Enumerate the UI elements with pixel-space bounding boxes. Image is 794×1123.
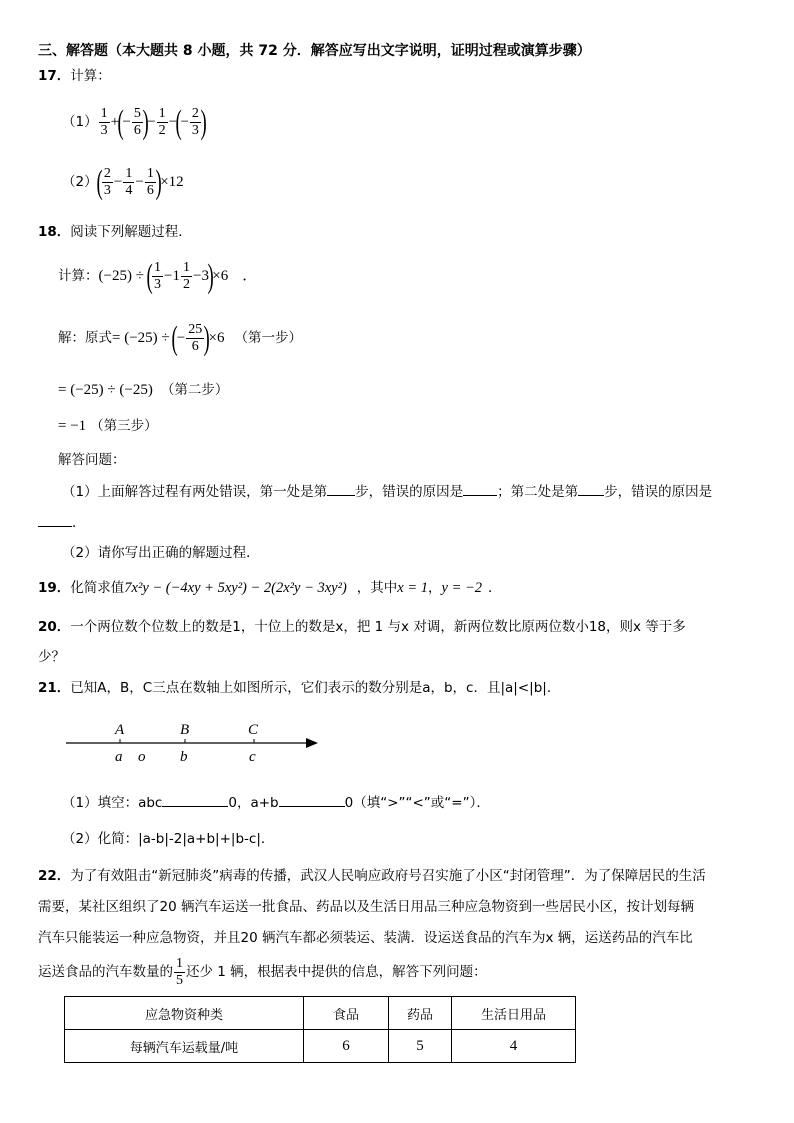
table-header-cell: 药品 bbox=[389, 997, 452, 1030]
answer-blank[interactable] bbox=[463, 481, 497, 496]
fraction: $\frac{2}{3}$ bbox=[191, 106, 199, 139]
answer-blank[interactable] bbox=[38, 512, 72, 527]
fraction: $\frac{5}{6}$ bbox=[133, 106, 141, 139]
answer-blank[interactable] bbox=[327, 481, 355, 496]
label-a: a bbox=[115, 749, 123, 765]
fraction: $\frac{1}{6}$ bbox=[146, 166, 154, 199]
label-C: C bbox=[248, 722, 259, 738]
q22-line1: 22．为了有效阻击“新冠肺炎”病毒的传播，武汉人民响应政府号召实施了小区“封闭管理”．为了保障居民的生活 bbox=[38, 868, 706, 884]
table-cell: 每辆汽车运载量/吨 bbox=[65, 1030, 304, 1063]
fraction: $\frac{1}{5}$ bbox=[176, 955, 183, 988]
q18-calc: 计算：(−25) ÷ ( $\frac{1}{3}$ −1 $\frac{1}{2}$ −3)×6 ． bbox=[58, 257, 258, 295]
number-line bbox=[60, 715, 330, 770]
fraction: $\frac{1}{2}$ bbox=[182, 260, 190, 293]
q21-stem: 21．已知A，B，C三点在数轴上如图所示，它们表示的数分别是a，b，c．且|a|<|b|． bbox=[38, 680, 561, 696]
fraction: $\frac{1}{3}$ bbox=[100, 106, 108, 139]
label-c: c bbox=[249, 749, 256, 765]
label-B: B bbox=[180, 722, 190, 738]
q17-part1-label: （1） bbox=[62, 114, 98, 130]
table-header-cell: 应急物资种类 bbox=[65, 997, 304, 1030]
q17-part2-label: （2） bbox=[62, 174, 98, 190]
q22-line4: 运送食品的汽车数量的 $\frac{1}{5}$ 还少 1 辆，根据表中提供的信息，解答下列问题： bbox=[38, 955, 487, 988]
q19: 19．化简求值7x²y − (−4xy + 5xy²) − 2(2x²y − 3xy²) ，其中x = 1，y = −2 ． bbox=[38, 580, 502, 596]
answer-blank[interactable] bbox=[279, 792, 345, 807]
q21-sub1: （1）填空：abc 0，a+b 0（填“>”“<”或“=”）． bbox=[62, 792, 490, 813]
table-header-row bbox=[65, 997, 576, 1030]
q20-line2: 少？ bbox=[38, 649, 65, 665]
q21-sub2: （2）化简：|a-b|-2|a+b|+|b-c|． bbox=[62, 831, 275, 847]
table-row bbox=[65, 1030, 576, 1063]
fraction: $\frac{1}{3}$ bbox=[154, 260, 162, 293]
fraction: $\frac{1}{2}$ bbox=[158, 106, 166, 139]
table-cell: 6 bbox=[304, 1030, 389, 1063]
q18-sub1: （1）上面解答过程有两处错误，第一处是第 步，错误的原因是 ；第二处是第 步，错误的原因是 bbox=[62, 481, 712, 502]
q18-step2: = (−25) ÷ (−25) （第二步） bbox=[58, 382, 229, 398]
answer-blank[interactable] bbox=[162, 792, 228, 807]
supplies-table bbox=[64, 996, 576, 1063]
fraction: $\frac{1}{4}$ bbox=[125, 166, 133, 199]
label-b: b bbox=[180, 749, 188, 765]
fraction: $\frac{2}{3}$ bbox=[103, 166, 111, 199]
section-header: 三、解答题（本大题共 8 小题，共 72 分．解答应写出文字说明，证明过程或演算步骤） bbox=[38, 43, 591, 59]
answer-blank[interactable] bbox=[578, 481, 604, 496]
table-cell: 5 bbox=[389, 1030, 452, 1063]
table-cell: 4 bbox=[452, 1030, 576, 1063]
q18-sub2: （2）请你写出正确的解题过程． bbox=[62, 545, 260, 561]
q18-number: 18． bbox=[38, 224, 71, 240]
q17-number: 17． bbox=[38, 68, 71, 84]
q17-part2: （2）( $\frac{2}{3}$ − $\frac{1}{4}$ − $\frac{1}{6}$ )×12 bbox=[62, 163, 184, 201]
q19-number: 19． bbox=[38, 580, 71, 596]
q18-sub1-cont: ． bbox=[38, 512, 86, 533]
q20-line1: 20．一个两位数个位数上的数是1，十位上的数是x，把 1 与x 对调，新两位数比原两位数小18，则x 等于多 bbox=[38, 619, 686, 635]
q17-stem bbox=[38, 66, 111, 86]
q18-step1: 解：原式= (−25) ÷ (− $\frac{25}{6}$ )×6 （第一步） bbox=[58, 319, 302, 357]
label-o: o bbox=[138, 749, 146, 765]
q19-expression: 7x²y − (−4xy + 5xy²) − 2(2x²y − 3xy²) bbox=[124, 580, 347, 596]
label-A: A bbox=[115, 722, 125, 738]
fraction: $\frac{25}{6}$ bbox=[188, 322, 203, 355]
q22-line3: 汽车只能装运一种应急物资，并且20 辆汽车都必须装运、装满．设运送食品的汽车为x 辆，运送药品的汽车比 bbox=[38, 930, 693, 946]
q18-step3: = −1 （第三步） bbox=[58, 418, 158, 434]
q21-number: 21． bbox=[38, 680, 71, 696]
arrow-icon bbox=[306, 738, 318, 748]
q20-number: 20． bbox=[38, 619, 71, 635]
q18-text: 阅读下列解题过程． bbox=[70, 224, 192, 240]
q17-part1: （1） $\frac{1}{3}$ +(− $\frac{5}{6}$ )− $\frac{1}{2}$ −(− $\frac{2}{3}$ ) bbox=[62, 103, 207, 141]
q18-answer-prompt: 解答问题： bbox=[58, 452, 126, 468]
q22-number: 22． bbox=[38, 868, 71, 884]
table-header-cell: 食品 bbox=[304, 997, 389, 1030]
q18-stem bbox=[38, 222, 192, 242]
q22-line2: 需要，某社区组织了20 辆汽车运送一批食品、药品以及生活日用品三种应急物资到一些居民小区，按计划每辆 bbox=[38, 899, 694, 915]
table-header-cell: 生活日用品 bbox=[452, 997, 576, 1030]
q17-text: 计算： bbox=[70, 68, 111, 84]
